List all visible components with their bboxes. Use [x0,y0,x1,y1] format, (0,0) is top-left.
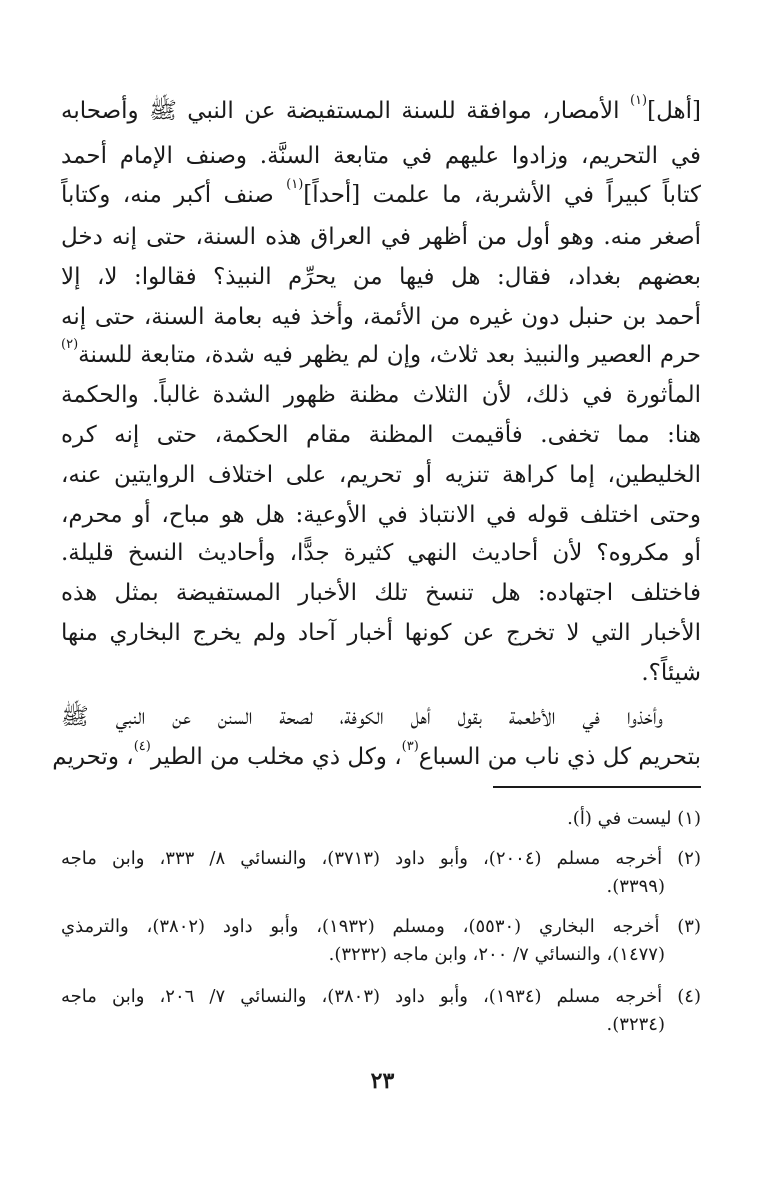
body-line: بعضهم بغداد، فقال: هل فيها من يحرِّم النبيذ؟ فقالوا: لا، إلا [61,264,701,290]
body-line: في التحريم، وزادوا عليهم في متابعة السنَّة. وصنف الإمام أحمد [61,143,701,169]
body-line: الأخبار التي لا تخرج عن كونها أخبار آحاد ولم يخرج البخاري منها [61,620,701,646]
footnote-ref: (١) [629,93,648,108]
footnote-continuation: (٣٢٣٤). [606,1014,665,1035]
body-line: أصغر منه. وهو أول من أظهر في العراق هذه السنة، حتى إنه دخل [61,224,701,250]
body-line: وأخذوا في الأطعمة بقول أهل الكوفة، لصحة السنن عن النبي ﷺ [61,704,663,730]
footnote-ref: (١) [286,177,304,192]
body-line: [أهل]$^{(١)}$ الأمصار، موافقة للسنة المستفيضة عن النبي ﷺ وأصحابه [61,93,701,124]
body-line: هنا: مما تخفى. فأقيمت المظنة مقام الحكمة، حتى إنه كره [61,422,701,448]
body-line: وحتى اختلف قوله في الانتباذ في الأوعية: هل هو مباح، أو محرم، [61,502,701,528]
footnote: (٢) أخرجه مسلم (٢٠٠٤)، وأبو داود (٣٧١٣)، والنسائي ٨/ ٣٣٣، وابن ماجه [61,848,701,869]
body-line: فاختلف اجتهاده: هل تنسخ تلك الأخبار المستفيضة بمثل هذه [61,580,701,606]
footnote-continuation: (٣٣٩٩). [606,876,665,897]
body-line: كتاباً كبيراً في الأشربة، ما علمت [أحداً]$^{(١)}$ صنف أكبر منه، وكتاباً [61,177,701,208]
body-line: شيئاً؟. [641,660,701,686]
body-line: المأثورة في ذلك، لأن الثلاث مظنة ظهور الشدة غالباً. والحكمة [61,382,701,408]
body-line: أو مكروه؟ لأن أحاديث النهي كثيرة جدًّا، وأحاديث النسخ قليلة. [61,540,701,566]
body-line: أحمد بن حنبل دون غيره من الأئمة، وأخذ فيه بعامة السنة، حتى إنه [61,304,701,330]
footnote-ref: (٣) [401,739,419,754]
footnote-continuation: (١٤٧٧)، والنسائي ٧/ ٢٠٠، وابن ماجه (٣٢٣٢). [328,944,665,965]
footnote-separator [493,786,701,788]
footnote: (١) ليست في (أ). [567,808,701,829]
body-line: بتحريم كل ذي ناب من السباع$^{(٣)}$، وكل ذي مخلب من الطير$^{(٤)}$، وتحريم [52,739,701,770]
body-line: الخليطين، إما كراهة تنزيه أو تحريم، على اختلاف الروايتين عنه، [61,462,701,488]
footnote: (٣) أخرجه البخاري (٥٥٣٠)، ومسلم (١٩٣٢)، وأبو داود (٣٨٠٢)، والترمذي [61,916,701,937]
footnote-ref: (٤) [133,739,151,754]
footnote: (٤) أخرجه مسلم (١٩٣٤)، وأبو داود (٣٨٠٣)، والنسائي ٧/ ٢٠٦، وابن ماجه [61,986,701,1007]
page-number: ٢٣ [370,1068,395,1094]
body-line: حرم العصير والنبيذ بعد ثلاث، وإن لم يظهر فيه شدة، متابعة للسنة$^{(٢)}$ [61,337,701,368]
footnote-ref: (٢) [61,337,79,352]
